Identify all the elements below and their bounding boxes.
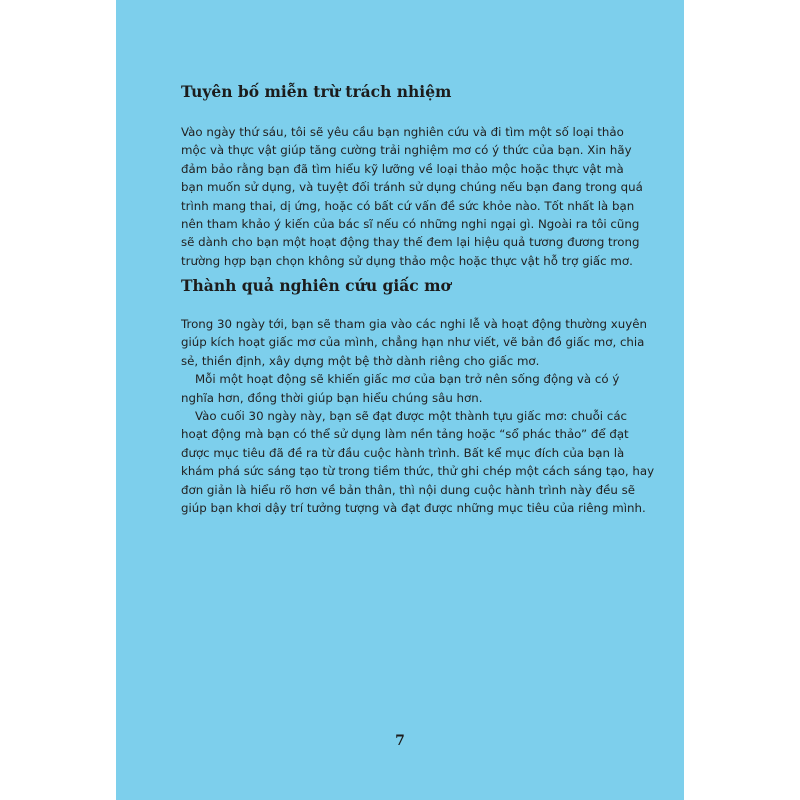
text-line: trường hợp bạn chọn không sử dụng thảo mộc hoặc thực vật hỗ trợ giấc mơ. [181, 253, 633, 268]
text-line: trình mang thai, dị ứng, hoặc có bất cứ vấn đề sức khỏe nào. Tốt nhất là bạn [181, 198, 635, 213]
text-line: khám phá sức sáng tạo từ trong tiềm thức, thử ghi chép một cách sáng tạo, hay [181, 464, 655, 479]
page-number: 7 [395, 733, 405, 749]
section-heading-dream-research: Thành quả nghiên cứu giấc mơ [181, 276, 451, 295]
text-line: hoạt động mà bạn có thể sử dụng làm nền tảng hoặc “sổ phác thảo” để đạt [181, 427, 629, 442]
text-line: đảm bảo rằng bạn đã tìm hiểu kỹ lưỡng về loại thảo mộc hoặc thực vật mà [181, 161, 624, 176]
text-line: đơn giản là hiểu rõ hơn về bản thân, thì nội dung cuộc hành trình này đều sẽ [181, 482, 635, 497]
text-line: nghĩa hơn, đồng thời giúp bạn hiểu chúng sâu hơn. [181, 390, 483, 405]
book-page [116, 0, 684, 800]
text-line: bạn muốn sử dụng, và tuyệt đối tránh sử dụng chúng nếu bạn đang trong quá [181, 180, 643, 195]
text-line: mộc và thực vật giúp tăng cường trải nghiệm mơ có ý thức của bạn. Xin hãy [181, 143, 632, 158]
section-heading-disclaimer: Tuyên bố miễn trừ trách nhiệm [181, 82, 452, 101]
text-line: sẽ dành cho bạn một hoạt động thay thế đem lại hiệu quả tương đương trong [181, 235, 640, 250]
paragraph-3 [181, 407, 655, 517]
text-line: Vào ngày thứ sáu, tôi sẽ yêu cầu bạn nghiên cứu và đi tìm một số loại thảo [181, 125, 624, 139]
text-line: Vào cuối 30 ngày này, bạn sẽ đạt được một thành tựu giấc mơ: chuỗi các [195, 409, 628, 424]
text-line: giúp kích hoạt giấc mơ của mình, chẳng hạn như viết, vẽ bản đồ giấc mơ, chia [181, 335, 645, 350]
paragraph-1 [181, 315, 647, 370]
text-line: Mỗi một hoạt động sẽ khiến giấc mơ của bạn trở nên sống động và có ý [195, 372, 620, 387]
paragraph [181, 123, 643, 270]
paragraph-2 [181, 370, 631, 407]
text-line: Trong 30 ngày tới, bạn sẽ tham gia vào các nghi lễ và hoạt động thường xuyên [181, 317, 647, 331]
text-line: nên tham khảo ý kiến của bác sĩ nếu có những nghi ngại gì. Ngoài ra tôi cũng [181, 217, 640, 232]
text-line: giúp bạn khơi dậy trí tưởng tượng và đạt được những mục tiêu của riêng mình. [181, 501, 646, 516]
dream-research-body [181, 315, 655, 517]
disclaimer-paragraph [181, 123, 643, 270]
text-line: sẻ, thiền định, xây dựng một bệ thờ dành riêng cho giấc mơ. [181, 353, 540, 368]
text-line: được mục tiêu đã đề ra từ đầu cuộc hành trình. Bất kể mục đích của bạn là [181, 445, 625, 460]
